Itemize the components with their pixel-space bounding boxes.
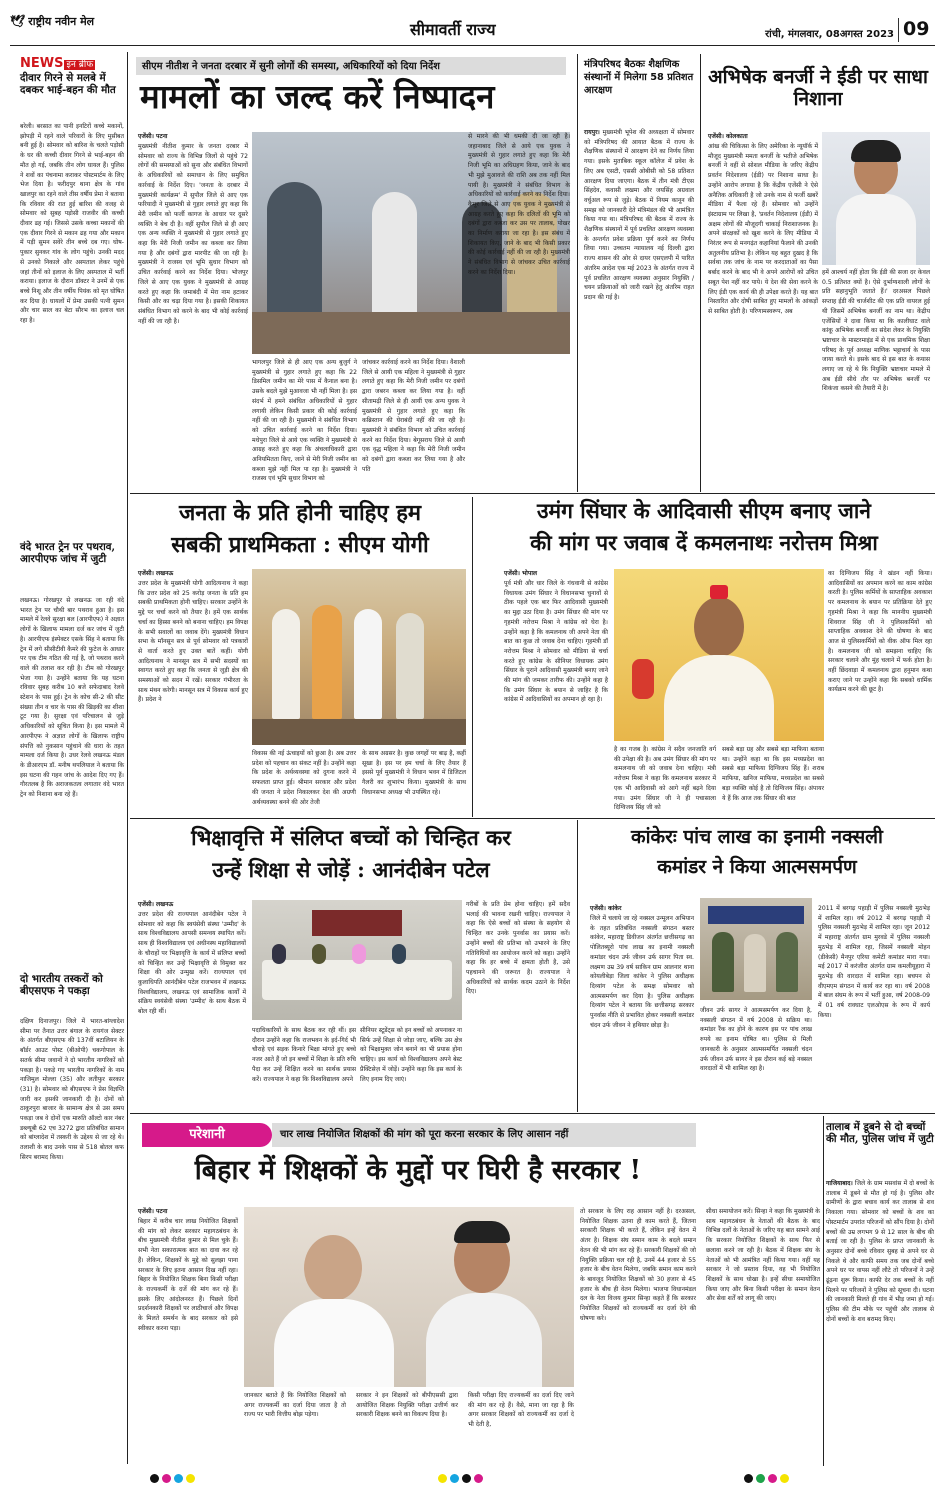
- brief-label: इन ब्रीफ: [66, 60, 94, 70]
- story-body: से मारने की भी धमकी दी जा रही है। जहानाबाद जिले से आये एक युवक ने मुख्यमंत्री से गुहार लगाते हुए कहा कि मेरी निजी भूमि का अधिग्रहण किया, जाने के बाद भी मुझे मुआवजे की राशि अब तक नहीं मिल पायी है। मुख्यमंत्री ने संबंधित विभाग के अधिकारियों को कार्रवाई करने का निर्देश दिया। कैमूर जिले से आए एक युवक ने मुख्यमंत्री से आग्रह करते हुए कहा कि दलितों की भूमि को दबंगों द्वारा कब्जा कर उस पर तालाब, पोखर का निर्माण कराया जा रहा है। इस संबंध में शिकायत किए, जाने के बाद भी किसी प्रकार की कोई कार्रवाई नहीं की जा रही है। मुख्यमंत्री ने संबंधित विभाग से जांचकर उचित कार्रवाई करने का निर्देश दिया।: [468, 133, 572, 276]
- story-pond: [826, 1115, 936, 1467]
- registration-mark: [150, 1474, 159, 1483]
- page-number: 09: [898, 18, 938, 42]
- registration-mark: [162, 1474, 171, 1483]
- story-body: उत्तर प्रदेश की राज्यपाल आनंदीबेन पटेल ने सोमवार को कहा कि स्वयंसेवी संस्था 'उम्मीद' के साथ विश्वविद्यालय आपसी समन्वय स्थापित करें। साथ ही विश्वविद्यालय एवं अधीनस्थ महाविद्यालयों के चौराहों पर भिक्षावृत्ति के कार्य में संलिप्त बच्चों को चिन्हित कर उन्हें भिक्षावृत्ति से विमुक्त कर शिक्षा की ओर उन्मुख करें। राज्यपाल एवं कुलाधिपति आनंदीबेन पटेल राजभवन में लखनऊ विश्वविद्यालय, लखनऊ एवं सामाजिक कार्यों में संक्रिय स्वयंसेवी संस्था 'उम्मीद' के साथ बैठक में बोल रही थीं।: [138, 911, 248, 1016]
- story-body: बिहार में करीब चार लाख नियोजित शिक्षकों की मांग को लेकर सरकार महागठबंधन के बीच मुख्यमंत्री नीतीश कुमार से मिल चुके हैं। सभी नेता सकारात्मक बात का दावा कर रहे हैं। लेकिन, शिक्षकों के मुद्दे को सुलझा पाना सरकार के लिए इतना आसान दिख नहीं रहा। बिहार के नियोजित शिक्षक बिना किसी परीक्षा के राज्यकर्मी के दर्जे की मांग कर रहे हैं। इसके लिए आंदोलनरत हैं। पिछले दिनों प्रदर्शनकारी शिक्षकों पर लाठीचार्ज और विपक्ष के मिलते समर्थन के बाद सरकार को इसे स्वीकार करना पड़ा।: [138, 1218, 240, 1332]
- registration-mark: [186, 1474, 195, 1483]
- story-ghaziabad: [704, 1115, 822, 1467]
- story-body: एजेंसी। लखनऊ: [138, 901, 174, 908]
- story-body: सबसे बड़ा ग्रह और सबसे बड़ा माफिया बताया था। उन्होंने कहा था कि इस मध्यप्रदेश का सबसे बड़ा माफिया दिग्विजय सिंह हैं। शराब माफिया, खनिज माफिया, मध्यप्रदेश का सबसे बड़ा व्यक्ति कोई है तो दिग्विजय सिंह। अंपायर ये हैं कि आज तक सिंघार की बात: [722, 746, 826, 802]
- brief-body: दक्षिण दिनाजपुर। जिले में भारत-बांग्लादेश सीमा पर तैनात उत्तर बंगाल के रायगंज सेक्टर के अंतर्गत बीएसएफ की 137वीं बटालियन के बॉर्डर आउट पोस्ट (बीओपी) चकगोपाल के सतर्क सीमा जवानों ने दो भारतीय नागरिकों को पकड़ा है। पकड़े गए भारतीय नागरिकों के नाम नाजिमुल मोल्ला (35) और लतीफुर सरकार (31) है। सोमवार को बीएसएफ ने प्रेस विज्ञप्ति जारी कर इसकी जानकारी दी है। दोनों को ठाकुरपुरा बाजार के सामान्य क्षेत्र से उस समय पकड़ा जब वे दोनों एक मारुति ऑल्टो कार नंबर डब्ल्यूबी 62 एच 3272 द्वारा प्रतिबंधित सामान को बांग्लादेश में तस्करी के उद्देश्य से जा रहे थे। तलाशी के बाद उनके पास से 518 बोतल कफ सिरप बरामद किया।: [20, 1018, 126, 1161]
- registration-mark: [744, 1474, 753, 1483]
- story-headline: अभिषेक बनर्जी ने ईडी पर साधा निशाना: [708, 66, 928, 111]
- story-body: गाजियाबाद। जिले के ग्राम मसवांस में दो बच्चों के तालाब में डूबने से मौत हो गई है। पुलिस और ग्रामीणों के द्वारा बचाव कार्य कर तालाब से शव निकाला गया। सोमवार को बच्चों के शव का पोस्टमार्टम उपरांत परिजनों को सौंप दिया है। दोनों बच्चों की उम्र लगभग 9 से 12 साल के बीच की बताई जा रही है। पुलिस के प्राप्त जानकारी के अनुसार दोनों बच्चे रविवार सुबह से अपने घर से निकले थे और काफी समय तक जब दोनों बच्चे अपने घर पर वापस नहीं लौटे तो परिजनों ने उन्हें ढूंढ़ना शुरू किया। काफी देर तक बच्चों के नहीं मिलने पर परिजनों ने पुलिस को सूचना दी। घटना की जानकारी मिलते ही गांव में भीड़ जमा हो गई। पुलिस की टीम मौके पर पहुंची और तालाब से दोनों बच्चों के शव बरामद किए।: [826, 1180, 936, 1323]
- registration-mark: [438, 1474, 447, 1483]
- registration-mark: [174, 1474, 183, 1483]
- story-body: विकास की नई ऊंचाइयों को छुआ है। अब उत्तर प्रदेश को पहचान का संकट नहीं है। उन्होंने कहा कि प्रदेश के अर्थव्यवस्था को दुगना करने में सफलता प्राप्त हुई। श्रीमान सरकार और प्रदेश की जनता ने प्रदेश निकालकर देश की अग्रणी अर्थव्यवस्था बनने की ओर तेजी: [252, 750, 358, 806]
- column-rule: [127, 52, 128, 1464]
- brief-body: बरेली। बरसात का पानी इनटिरों कच्चे मकानों, झोपड़ी में रहने वाले परिवारों के लिए मुसीबत बनी हुई है। सोमवार को बारिश के चलते पड़ोसी के घर की कच्ची दीवार गिरने से भाई-बहन की मौत हो गई, जबकि तीन लोग घायल हैं। पुलिस ने शवों का पंचनामा कराकर पोस्टमार्टम के लिए भेज दिया है। फरीदपुर थाना क्षेत्र के गांव खालपुर का रहने वाले तीस वर्षीय प्रेमा ने बताया कि रविवार की रात हुई बारिश की वजह से सोमवार को सुबह पड़ोसी राजवीर की कच्ची दीवार ढह गई। जिससे उसके कच्चा मकानों की एक दीवार गिरने से मकान ढह गया और मकान में पड़ी सुमन सवेरे तीन बच्चे दब गए। घोष-पुकार सुनकर गांव के लोग पहुंचे। उनकी मदद से उनको निकाले और अस्पताल लेकर पहुंचे जहां तीनों को इलाज के लिए अस्पताल में भर्ती कराया। इलाज के दौरान डॉक्टर ने उनमें से एक बच्चे निशू और तीन वर्षीय पियंक को मृत घोषित कर दिया है। घायलों में प्रेमा उसकी पत्नी सुमन और चार साल का बेटा सौरभ का इलाज चल रहा है।: [20, 123, 126, 325]
- story-headline: की मांग पर जवाब दें कमलनाथः नरोत्तम मिश्रा: [530, 530, 878, 555]
- story-body: एजेंसी। पटना: [138, 133, 168, 140]
- story-body: किसी परीक्षा दिए राज्यकर्मी का दर्जा दिए जाने की मांग कर रहे हैं। वैसे, माना जा रहा है कि अगर सरकार शिक्षकों को राज्यकर्मी का दर्जा दे भी देती है,: [468, 1392, 576, 1429]
- story-body: सीधा समायोजन करें। सिन्हा ने कहा कि मुख्यमंत्री के साथ महागठबंधन के नेताओं की बैठक के बाद विभिन्न दलों के नेताओं के जरिए यह बात सामने आई कि सरकार नियोजित शिक्षकों के साथ फिर से छलावा करने जा रही है। बैठक में शिक्षक संघ के नेताओं को भी आमंत्रित नहीं किया गया। वहीं यह सरकार ने जो प्रस्ताव दिया, वह भी नियोजित शिक्षकों के साथ धोखा है। इन्हें सीधा समायोजित किया जाए और बिना किसी परीक्षा के समान वेतन और सेवा शर्तें को लागू की जाए।: [706, 1208, 822, 1303]
- story-umang: [474, 495, 935, 817]
- photo-naxal-surrender: [700, 898, 812, 1000]
- registration-mark: [474, 1474, 483, 1483]
- registration-mark: [780, 1474, 789, 1483]
- news-brief: [16, 50, 124, 1465]
- story-body: एजेंसी। भोपाल: [504, 570, 538, 577]
- story-body: एजेंसी। कोलकाता: [708, 133, 748, 140]
- story-body: आंख की चिकित्सा के लिए अमेरिका के न्यूयॉर्क में मौजूद मुख्यमंत्री ममता बनर्जी के भतीजे अभिषेक बनर्जी ने वहीं से सोशल मीडिया के जरिए केंद्रीय प्रवर्तन निदेशालय (ईडी) पर निशाना साधा है। उन्होंने आरोप लगाया है कि केंद्रीय एजेंसी ने ऐसे अनैतिक अधिकारी है जो उनके नाम से फर्जी खबरें मीडिया में फैला रहे हैं। सोमवार को उन्होंने इंस्टाग्राम पर लिखा है, 'प्रवर्तन निदेशालय (ईडी) में अक्षम लोगों की मौजूदगी चाकाई निराशाजनक है। अपने संरक्षकों को खुश करने के लिए मीडिया में निरंतर रूप से मनगढ़ंत कहानियां फैलाने की उनकी अतुलनीय प्रतिभा है। लेकिन यह बहुत दुखद है कि सर्वथा तक जांच के नाम पर करदाताओं का पैसा बर्बाद करने के बाद भी वे अपने आरोपों को उचित सबूत पेश नहीं कर पाये। ये देश की सेवा करने के लिए ईडी एक कार्य की ही उपेक्षा करते हैं। यह बात निस्तारित और दोषी साबित हुए मामलों के आंकड़ों से साबित होती है। परिणामस्वरूप, अब: [708, 143, 820, 315]
- section-rule: [130, 1113, 935, 1114]
- registration-mark: [450, 1474, 459, 1483]
- story-bihar-teachers: [130, 1115, 702, 1467]
- logo: 🕊 राष्ट्रीय नवीन मेल: [10, 14, 95, 28]
- story-body: गरीबों के प्रति प्रेम होना चाहिए। हमें सदैव भलाई की भावना रखनी चाहिए। राज्यपाल ने कहा कि ऐसे बच्चों को संस्था के सहयोग से चिन्हित कर उनके पुनर्वास का प्रयास करें। उन्होंने बच्चों की प्रतिभा को उभारने के लिए गतिविधियों का आयोजन करने को कहा। उन्होंने कहा कि हर बच्चे में क्षमता होती है, उसे पहचानने की जरूरत है। राज्यपाल ने अधिकारियों को सार्थक कदम उठाने के निर्देश दिए।: [466, 901, 572, 996]
- photo-narottam: [614, 569, 824, 741]
- section-rule: [130, 493, 935, 494]
- column-rule: [823, 1116, 824, 1466]
- news-label: NEWS: [20, 56, 64, 71]
- story-body: उत्तर प्रदेश के मुख्यमंत्री योगी आदित्यनाथ ने कहा कि उत्तर प्रदेश को 25 करोड़ जनता के प्रति हम सबकी प्राथमिकता होनी चाहिए। सरकार उन्होंने के मुद्दे पर चर्चा करने को तैयार है। हमें एक सार्थक चर्चा का हिस्सा बनने को बनाना चाहिए। हम विपक्ष के सभी सवालों का जवाब देंगे। मुख्यमंत्री विधान सभा के मॉनसून सत्र से पूर्व सोमवार को पत्रकारों से वार्ता करते हुए उक्त बातें कहीं। योगी आदित्यनाथ ने मानसून सत्र में सभी सदस्यों का स्वागत करते हुए कहा कि जनता से जुड़ी क्षेत्र की समस्याओं को सदन में रखें। सरकार गंभीरता के साथ मंथन करेगी। मानसून सत्र में विकास कार्य हुए हैं। प्रदेश ने: [138, 580, 250, 704]
- story-body: 2011 में बरगढ़ पहाड़ी में पुलिस नक्सली मुठभेड़ में शामिल रहा। वर्ष 2012 में बरगढ़ पहाड़ी में पुलिस नक्सली मुठभेड़ में शामिल रहा। जून 2012 में महाराष्ट्र अंतर्गत ग्राम मुरवडे में पुलिस नक्सली मुठभेड़ में शामिल रहा, जिसमें नक्सली मोहन (डीकेसी) मैनपुर एरिया कमेटी कमांडर मारा गया। मई 2017 में करंजीरा अंतर्गत ग्राम कमलीयूहारा में मुठभेड़ की वारदात में शामिल रहा। बचपन से वीएमएम संगठन में कार्य कर रहा था। वर्ष 2008 में बाल संघम के रूप में भर्ती हुआ, वर्ष 2008-09 में 01 वर्ष रावघाट एलओएस के रूप में कार्य किया।: [818, 905, 932, 1019]
- story-kicker: मंत्रिपरिषद बैठकः शैक्षणिक संस्थानों में मिलेगा 58 प्रतिशत आरक्षण: [584, 59, 694, 96]
- column-rule: [700, 54, 701, 492]
- story-headline: सबकी प्राथमिकता : सीएम योगी: [171, 532, 429, 558]
- story-body: सीनियर स्टूडेंट्स को इन बच्चों को अपनाकर ना सिर्फ उन्हें शिक्षा से जोड़ा जाए, बल्कि उस क्षेत्र को भिक्षामुक्त जोन बनाने का भी प्रयास होना चाहिए। इस कार्य को विश्वविद्यालय अपने बेस्ट प्रैक्टिसेज़ में जोड़ें। उन्होंने कहा कि इस कार्य के लिए इनाम दिए जाएं।: [360, 1027, 464, 1083]
- section-title: सीमावर्ती राज्य: [410, 20, 496, 39]
- dateline-top: रांची, मंगलवार, 08अगस्त 2023: [765, 29, 894, 40]
- photo-anandiben-meeting: [252, 900, 462, 1020]
- story-tag: परेशानी: [142, 1123, 272, 1147]
- column-rule: [472, 497, 473, 817]
- story-body: एजेंसी। कांकेर: [590, 905, 622, 912]
- registration-mark: [462, 1474, 471, 1483]
- story-body: का दिग्विजय सिंह ने खंडन नहीं किया। आदिवासियों का अपमान करने का काम कांग्रेस करती है। पुलिस कर्मियों के साप्ताहिक अवकाश पर कमलनाथ के बयान पर प्रतिक्रिया देते हुए गृहमंत्री मिश्रा ने कहा कि माननीय मुख्यमंत्री शिवराज सिंह जी ने पुलिसकर्मियों को साप्ताहिक अवकाश देने की घोषणा के बाद आज से पुलिसकर्मियों को वीक ऑफ मिल रहा है। कमलनाथ जी को समझना चाहिए कि सरकार चलाने और मुंह चलाने में फर्क होता है। वहीं छिंदवाड़ा में कमलनाथ द्वारा हनुमान कथा कराए जाने पर उन्होंने कहा कि सबको धार्मिक कार्यक्रम करने की छूट है।: [828, 570, 934, 694]
- story-body: पूर्व मंत्री और धार जिले के गंधवानी से कांग्रेस विधायक उमंग सिंघार ने विधानसभा चुनावों से ठीक पहले एक बार फिर आदिवासी मुख्यमंत्री का मुद्दा उठा दिया है। उमंग सिंघार की मांग पर गृहमंत्री नरोत्तम मिश्रा ने कांग्रेस को घेरा है। उन्होंने कहा है कि कमलनाथ जी अपने नेता की बात का कुछ तो जवाब देना चाहिए। गृहमंत्री डॉ नरोत्तम मिश्रा ने सोमवार को मीडिया से चर्चा करते हुए कांग्रेस के सीनियर विधायक उमंग सिंघार के पुराने आदिवासी मुख्यमंत्री बनाए जाने की मांग की जमकर तारीफ की। उन्होंने कहा है कि उमंग सिंघार के बयान से जाहिर है कि कांग्रेस में आदिवासियों का अपमान हो रहा है।: [504, 580, 610, 704]
- section-rule: [130, 818, 935, 819]
- story-body: हमें आश्चर्य नहीं होता कि ईडी की सजा दर केवल 0.5 प्रतिशत क्यों है। ऐसे दुर्भाग्यशाली लोगों के प्रति सहानुभूति जताते हैं।' दरअसल पिछले सप्ताह ईडी की चार्जशीट की एक प्रति वायरल हुई थी जिसमें अभिषेक बनर्जी का नाम था। केंद्रीय एजेंसियों ने दावा किया था कि कालीघाट वाले कांकू अभिषेक बनर्जी का संदेश लेकर के नियुक्ति भ्रष्टाचार के मास्टरमाइंड में से एक प्राथमिक शिक्षा परिषद के पूर्व अध्यक्ष माणिक भट्टाचार्य के पास जाया करते थे। इसके बाद से इस बात के कयास लगाए जा रहे थे कि नियुक्ति भ्रष्टाचार मामले में अब ईडी सीधे तौर पर अभिषेक बनर्जी पर शिकंजा कसने की तैयारी में है।: [822, 269, 932, 393]
- story-reservation: [580, 54, 698, 492]
- masthead: [0, 0, 945, 46]
- registration-mark: [756, 1474, 765, 1483]
- story-headline: बिहार में शिक्षकों के मुद्दों पर घिरी है सरकार !: [194, 1155, 642, 1186]
- brief-headline: दीवार गिरने से मलबे में दबकर भाई-बहन की मौत: [20, 72, 116, 97]
- story-body: जीवन उर्फ सागर ने आत्मसमर्पण कर दिया है, नक्सली संगठन में वर्ष 2008 से सक्रिय था। कमांडर रैंक का होने के कारण इस पर पांच लाख रुपये का इनाम घोषित था। पुलिस से मिली जानकारी के अनुसार आत्मसमर्पित नक्सली चंदन उर्फ जीवन उर्फ सागर ने इस दौरान कई बड़े नक्सल वारदातों में भी शामिल रहा है।: [700, 1007, 814, 1073]
- story-body: है का गजब है। कांग्रेस ने सदैव जनजाति वर्ग की उपेक्षा की है। अब उमंग सिंघार की मांग पर कमलनाथ जी को जवाब देना चाहिए। मंत्री नरोत्तम मिश्रा ने कहा कि कमलनाथ सरकार में एक भी आदिवासी को आगे नहीं बढ़ने दिया गया। उमंग सिंघार जी ने ही पचासाला दिग्विजय सिंह जी को: [614, 746, 718, 812]
- story-kanker: [580, 820, 935, 1112]
- photo-nitish-tejashwi: [244, 1207, 574, 1387]
- story-yogi: [130, 495, 470, 817]
- brief-headline: दो भारतीय तस्करों को बीएसएफ ने पकड़ा: [20, 973, 103, 998]
- column-rule: [577, 54, 578, 492]
- story-body: जिले में चलाये जा रहे नक्सल उन्मूलन अभियान के तहत प्रतिबंधित नक्सली संगठन बस्तर कांकेर, महाराष्ट्र डिवीजन अंतर्गत छत्तीसगढ़ का पोलितब्यूरो पांच लाख का इनामी नक्सली कमांडर चंदन उर्फ जीवन उर्फ सागर पिता स्व. लक्ष्मण उम्र 39 वर्ष साकिन ग्राम आलनार थाना कोयलीबेड़ा जिला कांकेर ने पुलिस अधीक्षक दिव्यांग पटेल के समक्ष सोमवार को आत्मसमर्पण कर दिया है। पुलिस अधीक्षक दिव्यांग पटेल ने बताया कि छत्तीसगढ़ सरकार पुनर्वास नीति से प्रभावित होकर नक्सली कमांडर चंदन उर्फ जीवन ने हथियार छोड़ा है।: [590, 915, 696, 1029]
- story-body: भागलपुर जिले से ही आए एक अन्य बुजुर्ग ने मुख्यमंत्री से गुहार लगाते हुए कहा कि 22 डिसमिल जमीन का मेरे पास में कैनाल बना है। उसके बदले मुझे मुआवजा भी नहीं मिला है। इस संदर्भ में हमने संबंधित अधिकारियों से गुहार लगायी लेकिन किसी प्रकार की कोई कार्रवाई नहीं की जा रही है। मुख्यमंत्री ने संबंधित विभाग को उचित कार्रवाई करने का निर्देश दिया। मधेपुरा जिले से आये एक व्यक्ति ने मुख्यमंत्री से आग्रह करते हुए कहा कि अंचलाधिकारी द्वारा अनियमितता किए, जाने से मेरी निजी जमीन का कब्जा मुझे नहीं मिल पा रहा है। मुख्यमंत्री ने राजस्व एवं भूमि सुधार विभाग को: [252, 359, 359, 483]
- column-rule: [577, 820, 578, 1112]
- story-nitish: [130, 52, 574, 492]
- story-headline: कमांडर ने किया आत्मसमर्पण: [657, 856, 857, 878]
- registration-mark: [768, 1474, 777, 1483]
- story-body: पदाधिकारियों के साथ बैठक कर रही थीं। इस दौरान उन्होंने कहा कि राजभवन के इर्द-गिर्द भी चौराहे एवं सड़क किनारे भिक्षा मांगते हुए बच्चे नजर आते हैं जो इन बच्चों में शिक्षा के प्रति रुचि पैदा कर उन्हें शिक्षित करने का सार्थक प्रयास करें। राज्यपाल ने कहा कि विश्वविद्यालय अपने: [252, 1027, 358, 1083]
- story-body: तो सरकार के लिए राह आसान नहीं है। दरअसल, नियोजित शिक्षक उतना ही काम करते हैं, जितना सरकारी शिक्षक भी करते हैं, लेकिन इन्हें वेतन में अंतर है। शिक्षक संघ समान काम के बदले समान वेतन की भी मांग कर रहे हैं। सरकारी शिक्षकों की जो नियुक्ति प्रक्रिया चल रही है, उनमें 44 हजार से 55 हजार के बीच वेतन मिलेगा, जबकि समान काम करने के बावजूद नियोजित शिक्षकों को 30 हजार से 45 हजार के बीच ही वेतन मिलेगा। भाजपा विधानमंडल दल के नेता विजय कुमार सिन्हा कहते हैं कि सरकार नियोजित शिक्षकों को राज्यकर्मी का दर्जा देने की घोषणा करे।: [580, 1208, 698, 1322]
- registration-strip: [0, 1470, 945, 1489]
- brief-headline: वंदे भारत ट्रेन पर पथराव, आरपीएफ जांच में जुटी: [20, 541, 116, 566]
- story-headline: उन्हें शिक्षा से जोड़ें : आनंदीबेन पटेल: [212, 857, 490, 882]
- story-body: रायपुर। मुख्यमंत्री भूपेश की अध्यक्षता में सोमवार को मंत्रिपरिषद की आयात बैठक में राज्य के शैक्षणिक संस्थानों में आरक्षण देने का निर्णय लिया गया। इसके मुताबिक स्कूल कॉलेज में प्रवेश के लिए अब एसटी, एससी ओबीसी को 58 प्रतिशत आरक्षण दिया जाएगा। बैठक में तीन मंत्री टीएस सिंहदेव, कवासी लखमा और जयसिंह अग्रवाल वर्चुअल रूप से जुड़े। बैठक में नियम कानून की समझ को जानकारी देते मंत्रिमंडल की भी आमंत्रित किया गया था। मंत्रिपरिषद की बैठक में राज्य के शैक्षणिक संस्थानों में पूर्व प्रचलित आरक्षण व्यवस्था के अन्तर्गत प्रवेश प्रक्रिया पूर्ण करने का निर्णय लिया गया। उच्चतम न्यायालय नई दिल्ली द्वारा राज्य शासन की ओर से दायर एसएलपी में पारित अंतरिम आदेश एक मई 2023 के अंतर्गत राज्य में पूर्व प्रचलित आरक्षण व्यवस्था अनुसार नियुक्ति / चयन प्रक्रियाओं को जारी रखने हेतु अंतरिम राहत प्रदान की गई है।: [584, 129, 696, 301]
- story-body: एजेंसी। पटना: [138, 1208, 168, 1215]
- masthead-rule: [10, 45, 935, 46]
- story-kicker: चार लाख नियोजित शिक्षकों की मांग को पूरा करना सरकार के लिए आसान नहीं: [272, 1123, 696, 1147]
- story-headline: भिक्षावृत्ति में संलिप्त बच्चों को चिन्हित कर: [191, 825, 511, 850]
- story-body: के साथ अग्रसर है। कुछ जगहों पर बाढ़ है, कहीं सूखा है। इस पर हम चर्चा के लिए तैयार हैं इससे पूर्व मुख्यमंत्री ने विधान भवन में डिजिटल गैलरी का शुभारंभ किया। मुख्यमंत्री के साथ विधानसभा अध्यक्ष भी उपस्थित रहे।: [362, 750, 468, 796]
- story-body: मुख्यमंत्री नीतीश कुमार के जनता दरबार में सोमवार को राज्य के विभिन्न जिलों से पहुंचे 72 लोगों की समस्याओं को सुना और संबंधित विभागों के अधिकारियों को समाधान के लिए समुचित कार्रवाई के निर्देश दिए। 'जनता के दरबार में मुख्यमंत्री कार्यक्रम' में सुपौल जिले से आए एक फरियादी ने मुख्यमंत्री से गुहार लगाते हुए कहा कि मेरी जमीन को फर्जी कागज के आधार पर दूसरे व्यक्ति ने बेच दी है। वहीं सुपौल जिले से ही आए एक अन्य व्यक्ति ने मुख्यमंत्री से गुहार लगाते हुए कहा कि मेरी निजी जमीन का कब्जा कर लिया गया है और दबंगों द्वारा मारपीट की जा रही है। मुख्यमंत्री ने राजस्व एवं भूमि सुधार विभाग को उचित कार्रवाई करने का निर्देश दिया। भोजपुर जिले से आए एक युवक ने मुख्यमंत्री से आग्रह करते हुए कहा कि जमाबंदी में मेरा नाम हटाकर किसी और का चढ़ा दिया गया है। इसकी शिकायत संबंधित विभाग को करने के बाद भी कोई कार्रवाई नहीं की जा रही है।: [138, 143, 250, 325]
- story-anandiben: [130, 820, 574, 1112]
- story-headline: मामलों का जल्द करें निष्पादन: [140, 77, 495, 116]
- brief-body: लखनऊ। गोरखपुर से लखनऊ जा रही वंदे भारत ट्रेन पर चौथी बार पथराव हुआ है। इस मामले में रेलवे सुरक्षा बल (आरपीएफ) ने अज्ञात लोगों के खिलाफ मामला दर्ज कर जांच में जुटी है। आरपीएफ इंस्पेक्टर एसके सिंह ने बताया कि ट्रेन में लगे सीसीटीवी कैमरे की फुटेज के आधार पर एक टीम गठित की गई है, जो पथराव करने वाले की तलाश कर रही है। टीम को गोरखपुर भेजा गया है। उन्होंने बताया कि यह घटना रविवार सुबह करीब 10 बजे सफेदाबाद रेलवे स्टेशन के पास हुई। ट्रेन के कोच सी-2 की सीट संख्या तीन व चार के पास की खिड़की का शीशा टूट गया है। सुरक्षा एवं परिचालन से जुड़े अधिकारियों को सूचित किया है। इस मामले में आरपीएफ ने अज्ञात लोगों के खिलाफ राष्ट्रीय संपत्ति को नुकसान पहुंचाने की धारा के तहत मामला दर्ज किया है। उधर रेलवे लखनऊ मंडल के डीआरएम डॉ. मनीष थपलियाल ने बताया कि इस घटना की गहन जांच के आदेश दिए गए हैं। गौरतलब है कि अराजकतत्व लगातार वंदे भारत ट्रेन को निशाना बना रहे हैं।: [20, 597, 126, 799]
- photo-abhishek: [822, 132, 930, 265]
- story-kicker: सीएम नीतीश ने जनता दरबार में सुनी लोगों की समस्या, अधिकारियों को दिया निर्देश: [136, 57, 566, 75]
- story-headline: उमंग सिंघार के आदिवासी सीएम बनाए जाने: [537, 498, 871, 523]
- logo-bird-icon: 🕊: [10, 14, 26, 28]
- photo-yogi-gallery: [252, 569, 466, 745]
- story-headline: तालाब में डूबने से दो बच्चों की मौत, पुलिस जांच में जुटी: [826, 1121, 934, 1146]
- story-headline: जनता के प्रति होनी चाहिए हम: [178, 500, 422, 526]
- story-body: जानकार बताते हैं कि नियोजित शिक्षकों को अगर राज्यकर्मी का दर्जा दिया जाता है तो राज्य पर भारी वित्तीय बोझ पड़ेगा।: [244, 1392, 348, 1419]
- story-abhishek: [702, 54, 934, 492]
- story-headline: कांकेरः पांच लाख का इनामी नक्सली: [631, 826, 883, 848]
- story-body: एजेंसी। लखनऊ: [138, 570, 174, 577]
- story-body: सरकार ने इन शिक्षकों को बीपीएससी द्वारा आयोजित शिक्षक नियुक्ति परीक्षा उत्तीर्ण कर सरकारी शिक्षक बनने का विकल्प दिया है।: [356, 1392, 460, 1419]
- story-body: जांचकर कार्रवाई करने का निर्देश दिया। वैशाली जिले से आयी एक महिला ने मुख्यमंत्री से गुहार लगाते हुए कहा कि मेरी निजी जमीन पर दबंगों द्वारा जबरन कब्जा कर लिया गया है। वहीं सीतामढ़ी जिले से ही आयीं एक अन्य युवक ने मुख्यमंत्री से गुहार लगाते हुए कहा कि कब्रिस्तान की घेराबंदी नहीं की जा रही है। मुख्यमंत्री ने संबंधित विभाग को उचित कार्रवाई करने का निर्देश दिया। बेगूसराय जिले से आयी एक वृद्ध महिला ने कहा कि मेरी निजी जमीन को दबंगों द्वारा कब्जा कर लिया गया है और पति: [362, 359, 467, 473]
